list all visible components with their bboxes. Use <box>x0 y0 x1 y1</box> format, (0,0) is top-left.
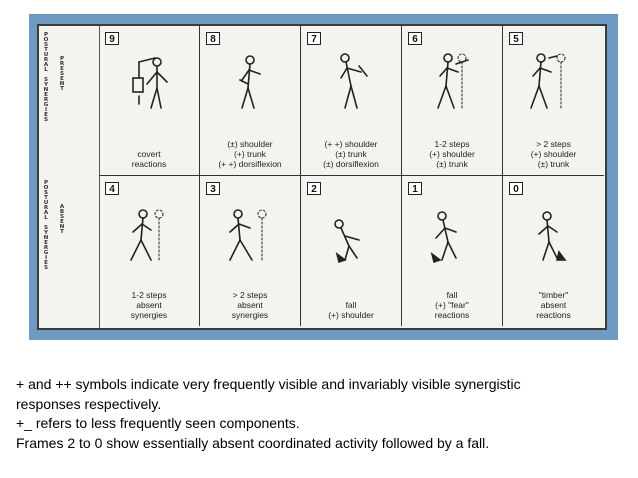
frame-number: 1 <box>408 182 422 195</box>
stick-figure-icon <box>200 194 301 276</box>
frame-grid <box>99 26 605 328</box>
note-line: +_ refers to less frequently seen components. <box>16 415 300 431</box>
frame-caption: (+ +) shoulder (±) trunk (±) dorsiflexion <box>323 139 379 169</box>
side-labels <box>39 26 100 328</box>
label-absent: ABSENT <box>59 204 65 234</box>
frame-number: 2 <box>307 182 321 195</box>
frame-caption: 1-2 steps (+) shoulder (±) trunk <box>429 139 475 169</box>
frame-cell <box>99 26 200 176</box>
stick-figure-icon <box>503 194 604 276</box>
frame-cell <box>301 26 402 176</box>
stick-figure-icon <box>503 44 604 126</box>
stick-figure-icon <box>301 44 402 126</box>
frame-number: 3 <box>206 182 220 195</box>
frame-number: 4 <box>105 182 119 195</box>
frame-caption: fall (+) shoulder <box>328 300 374 320</box>
frame-cell <box>200 26 301 176</box>
stick-figure-icon <box>200 44 301 126</box>
frame-number: 8 <box>206 32 220 45</box>
frame-cell <box>200 176 301 326</box>
frame-cell <box>99 176 200 326</box>
frame-caption: > 2 steps (+) shoulder (±) trunk <box>530 139 577 169</box>
label-postural-synergies-bottom: POSTURAL SYNERGIES <box>43 180 49 270</box>
stick-figure-icon <box>402 44 503 126</box>
label-postural-synergies-top: POSTURAL SYNERGIES <box>43 32 49 122</box>
frame-caption: covert reactions <box>131 149 167 169</box>
label-present: PRESENT <box>59 56 65 91</box>
frame-caption: "timber" absent reactions <box>536 290 571 320</box>
frame-number: 5 <box>509 32 523 45</box>
frame-caption: 1-2 steps absent synergies <box>130 290 168 320</box>
frame-cell <box>402 26 503 176</box>
stick-figure-icon <box>99 194 200 276</box>
frame-caption: (±) shoulder (+) trunk (+ +) dorsiflexion <box>218 139 282 169</box>
frame-number: 7 <box>307 32 321 45</box>
notes <box>16 375 626 453</box>
frame-cell <box>503 26 604 176</box>
frame-number: 6 <box>408 32 422 45</box>
frame-cell <box>402 176 503 326</box>
figure-photo <box>29 14 618 340</box>
figure-paper <box>37 24 607 330</box>
frame-cell <box>503 176 604 326</box>
note-line: responses respectively. <box>16 395 162 412</box>
note-line: + and ++ symbols indicate very frequently visible and invariably visible synergistic <box>16 376 521 392</box>
stick-figure-icon <box>301 194 402 276</box>
stick-figure-icon <box>99 44 200 126</box>
note-line: Frames 2 to 0 show essentially absent coordinated activity followed by a fall. <box>16 434 490 451</box>
frame-caption: fall (+) "fear" reactions <box>434 290 470 320</box>
frame-number: 9 <box>105 32 119 45</box>
frame-caption: > 2 steps absent synergies <box>231 290 269 320</box>
stick-figure-icon <box>402 194 503 276</box>
frame-number: 0 <box>509 182 523 195</box>
frame-cell <box>301 176 402 326</box>
